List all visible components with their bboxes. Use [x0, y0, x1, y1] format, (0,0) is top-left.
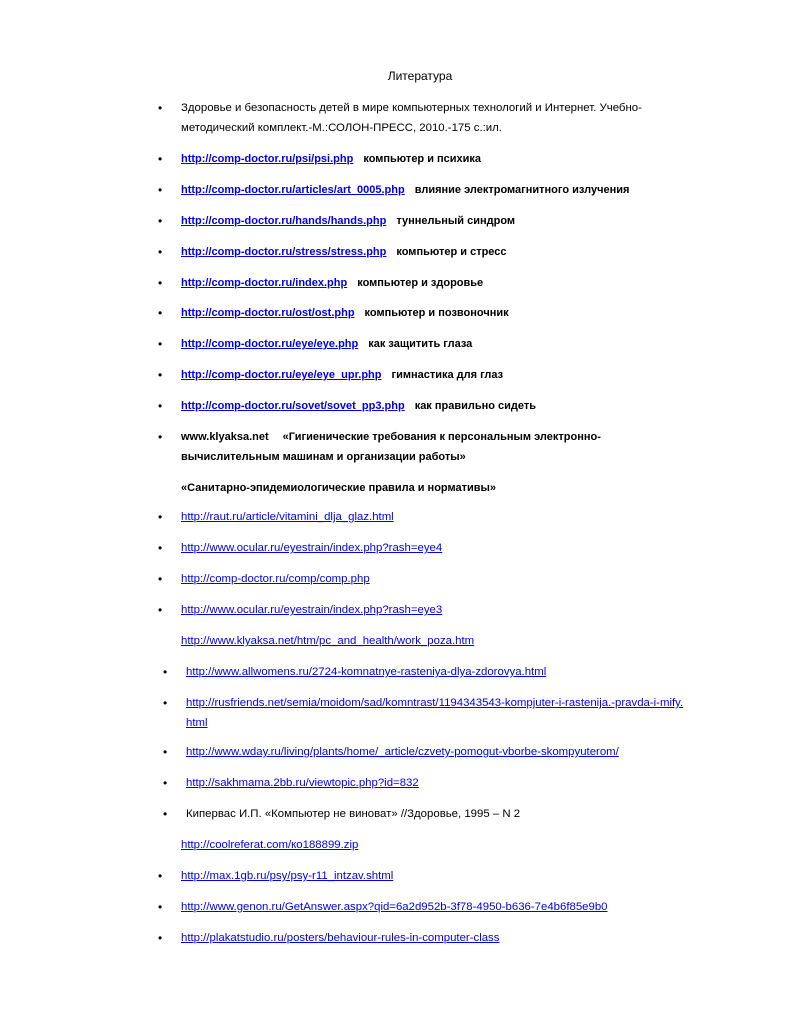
list-item	[186, 773, 706, 793]
bullet-marker: •	[158, 101, 163, 115]
bullet-marker: •	[158, 510, 163, 524]
reference-link[interactable]: http://plakatstudio.ru/posters/behaviour-rules-in-computer-class	[181, 932, 500, 944]
list-item	[181, 242, 701, 262]
link-description: как правильно сидеть	[414, 400, 537, 412]
reference-link[interactable]: http://www.ocular.ru/eyestrain/index.php?rash=eye4	[181, 542, 443, 554]
reference-link[interactable]: http://comp-doctor.ru/eye/eye_upr.php	[181, 369, 382, 381]
bullet-marker: •	[158, 306, 163, 320]
list-item	[181, 631, 701, 651]
list-item	[186, 693, 686, 733]
list-item	[181, 507, 701, 527]
list-item	[181, 569, 701, 589]
reference-link[interactable]: http://sakhmama.2bb.ru/viewtopic.php?id=832	[186, 777, 419, 789]
list-item	[181, 538, 701, 558]
bullet-marker: •	[158, 931, 163, 945]
reference-text: «Санитарно-эпидемиологические правила и нормативы»	[181, 482, 497, 494]
link-description: компьютер и здоровье	[357, 277, 484, 289]
reference-link[interactable]: http://rusfriends.net/semia/moidom/sad/komntrast/1194343543-kompjuter-i-rastenija.-pravda-i-mify.html	[186, 697, 684, 729]
reference-link[interactable]: http://comp-doctor.ru/hands/hands.php	[181, 215, 387, 227]
list-item	[181, 365, 701, 385]
bullet-marker: •	[158, 869, 163, 883]
bullet-marker: •	[158, 183, 163, 197]
reference-link[interactable]: http://www.allwomens.ru/2724-komnatnye-rasteniya-dlya-zdorovya.html	[186, 666, 547, 678]
link-description: гимнастика для глаз	[391, 369, 504, 381]
list-item	[181, 835, 701, 855]
reference-link[interactable]: http://www.klyaksa.net/htm/pc_and_health/work_poza.htm	[181, 635, 475, 647]
reference-link[interactable]: http://comp-doctor.ru/comp/comp.php	[181, 573, 370, 585]
link-description: компьютер и позвоночник	[364, 307, 509, 319]
link-description: «Гигиенические требования к персональным электронно-вычислительным машинам и организации работы»	[181, 431, 601, 463]
list-item	[186, 742, 706, 762]
site-name: www.klyaksa.net	[181, 431, 269, 443]
bullet-marker: •	[158, 541, 163, 555]
list-item	[186, 804, 706, 824]
list-item	[186, 662, 706, 682]
reference-link[interactable]: http://www.wday.ru/living/plants/home/_article/czvety-pomogut-vborbe-skompyuterom/	[186, 746, 619, 758]
link-description: влияние электромагнитного излучения	[414, 184, 630, 196]
bullet-marker: •	[163, 776, 168, 790]
link-description: как защитить глаза	[368, 338, 473, 350]
list-item	[181, 928, 701, 948]
list-item	[181, 303, 701, 323]
bullet-marker: •	[163, 745, 168, 759]
list-item	[181, 273, 701, 293]
list-item	[181, 427, 651, 467]
bullet-marker: •	[158, 214, 163, 228]
bullet-marker: •	[163, 807, 168, 821]
bullet-marker: •	[158, 430, 163, 444]
link-description: туннельный синдром	[396, 215, 516, 227]
list-item	[181, 149, 701, 169]
bullet-marker: •	[163, 665, 168, 679]
reference-text: Здоровье и безопасность детей в мире компьютерных технологий и Интернет. Учебно-методический комплект.-М.:СОЛОН-ПРЕСС, 2010.-175 с.:ил.	[181, 102, 642, 134]
bullet-marker: •	[163, 696, 168, 710]
bullet-marker: •	[158, 337, 163, 351]
list-item	[181, 600, 701, 620]
reference-link[interactable]: http://comp-doctor.ru/sovet/sovet_pp3.php	[181, 400, 405, 412]
reference-link[interactable]: http://comp-doctor.ru/articles/art_0005.php	[181, 184, 405, 196]
bullet-marker: •	[158, 900, 163, 914]
reference-link[interactable]: http://max.1gb.ru/psy/psy-r11_intzav.shtml	[181, 870, 394, 882]
reference-link[interactable]: http://raut.ru/article/vitamini_dlja_glaz.html	[181, 511, 394, 523]
bullet-marker: •	[158, 572, 163, 586]
reference-link[interactable]: http://comp-doctor.ru/psi/psi.php	[181, 153, 354, 165]
page-title: Литература	[387, 69, 453, 83]
reference-link[interactable]: http://comp-doctor.ru/ost/ost.php	[181, 307, 355, 319]
bullet-marker: •	[158, 152, 163, 166]
link-description: компьютер и психика	[363, 153, 482, 165]
list-item	[181, 866, 701, 886]
list-item	[181, 211, 701, 231]
reference-link[interactable]: http://comp-doctor.ru/stress/stress.php	[181, 246, 387, 258]
list-item	[181, 98, 691, 138]
bullet-marker: •	[158, 245, 163, 259]
reference-text: Кипервас И.П. «Компьютер не виноват» //Здоровье, 1995 – N 2	[186, 808, 521, 820]
bullet-marker: •	[158, 368, 163, 382]
reference-link[interactable]: http://coolreferat.com/ко188899.zip	[181, 839, 359, 851]
reference-link[interactable]: http://www.genon.ru/GetAnswer.aspx?qid=6a2d952b-3f78-4950-b636-7e4b6f85e9b0	[181, 901, 608, 913]
link-description: компьютер и стресс	[396, 246, 507, 258]
reference-link[interactable]: http://comp-doctor.ru/index.php	[181, 277, 348, 289]
list-item	[181, 180, 701, 200]
bullet-marker: •	[158, 399, 163, 413]
list-item	[181, 396, 701, 416]
list-item	[181, 334, 701, 354]
list-item	[181, 478, 701, 498]
reference-link[interactable]: http://www.ocular.ru/eyestrain/index.php?rash=eye3	[181, 604, 443, 616]
bullet-marker: •	[158, 276, 163, 290]
reference-link[interactable]: http://comp-doctor.ru/eye/eye.php	[181, 338, 359, 350]
bullet-marker: •	[158, 603, 163, 617]
list-item	[181, 897, 701, 917]
